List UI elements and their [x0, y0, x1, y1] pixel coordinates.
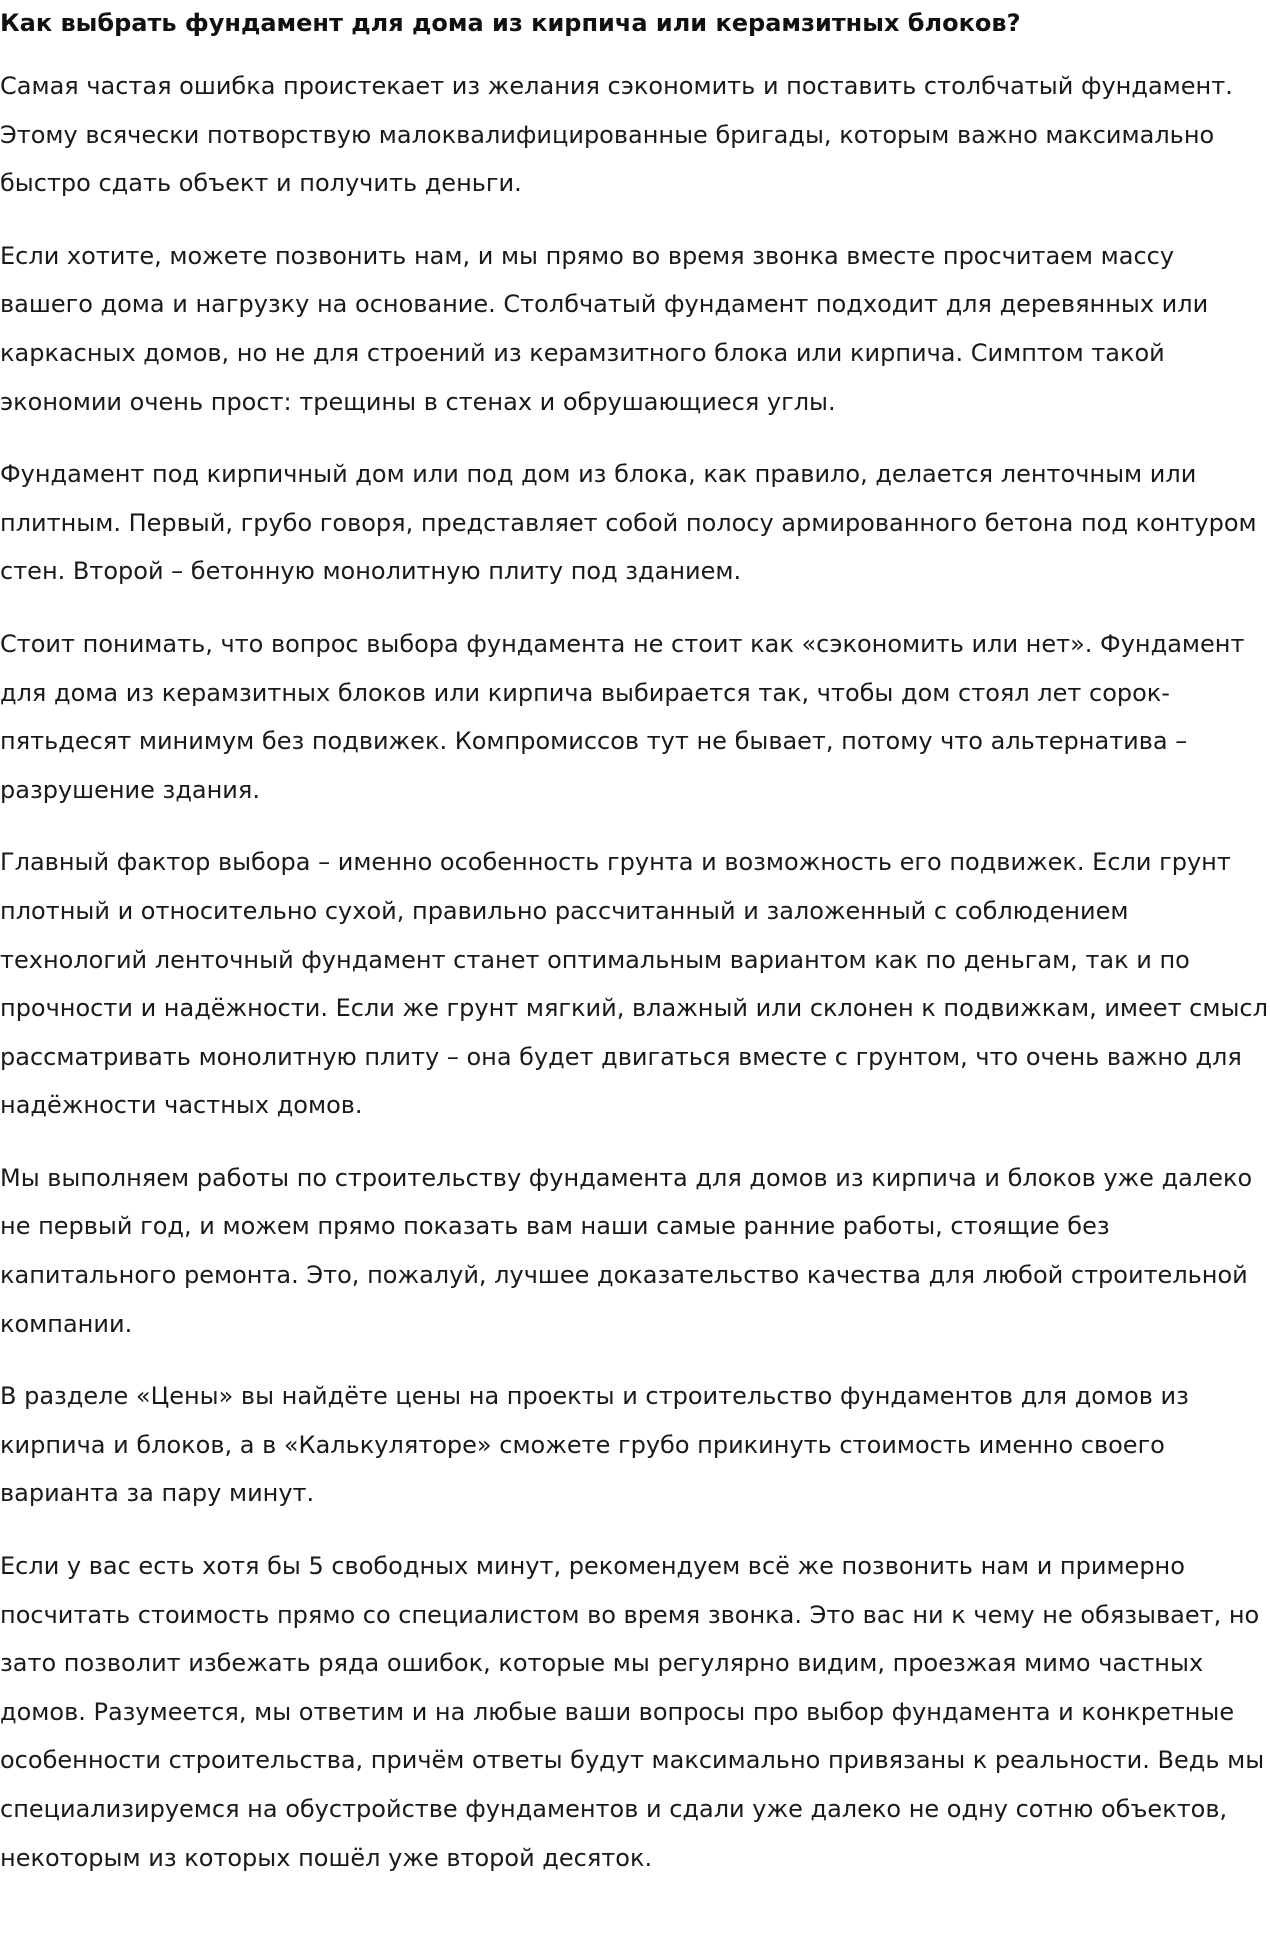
paragraph-3: Фундамент под кирпичный дом или под дом из блока, как правило, делается ленточным или плитным. Первый, грубо говоря, представляет собой полосу армированного бетона под контуром стен. Второй – бетонную монолитную плиту под зданием.: [0, 460, 1257, 586]
paragraph-8: Если у вас есть хотя бы 5 свободных минут, рекомендуем всё же позвонить нам и примерно посчитать стоимость прямо со специалистом во время звонка. Это вас ни к чему не обязывает, но зато позволит избежать ряда ошибок, которые мы регулярно видим, проезжая мимо частных домов. Разумеется, мы ответим и на любые ваши вопросы про выбор фундамента и конкретные особенности строительства, причём ответы будут максимально привязаны к реальности. Ведь мы специализируемся на обустройстве фундаментов и сдали уже далеко не одну сотню объектов, некоторым из которых пошёл уже второй десяток.: [0, 1552, 1265, 1872]
paragraph-4: Стоит понимать, что вопрос выбора фундамента не стоит как «сэкономить или нет». Фундамент для дома из керамзитных блоков или кирпича выбирается так, чтобы дом стоял лет сорок-пятьдесят минимум без подвижек. Компромиссов тут не бывает, потому что альтернатива – разрушение здания.: [0, 629, 1245, 804]
paragraph-7: В разделе «Цены» вы найдёте цены на проекты и строительство фундаментов для домов из кирпича и блоков, а в «Калькуляторе» сможете грубо прикинуть стоимость именно своего варианта за пару минут.: [0, 1382, 1189, 1508]
paragraph-6: Мы выполняем работы по строительству фундамента для домов из кирпича и блоков уже далеко не первый год, и можем прямо показать вам наши самые ранние работы, стоящие без капитального ремонта. Это, пожалуй, лучшее доказательство качества для любой строительной компании.: [0, 1163, 1253, 1338]
paragraph-2: Если хотите, можете позвонить нам, и мы прямо во время звонка вместе просчитаем массу вашего дома и нагрузку на основание. Столбчатый фундамент подходит для деревянных или каркасных домов, но не для строений из керамзитного блока или кирпича. Симптом такой экономии очень прост: трещины в стенах и обрушающиеся углы.: [0, 241, 1209, 416]
paragraph-1: Самая частая ошибка проистекает из желания сэкономить и поставить столбчатый фундамент. Этому всячески потворствую малоквалифицированные бригады, которым важно максимально быстро сдать объект и получить деньги.: [0, 72, 1233, 198]
article-title: Как выбрать фундамент для дома из кирпича или керамзитных блоков?: [0, 9, 1021, 37]
article-body: [0, 62, 1270, 1882]
paragraph-5: Главный фактор выбора – именно особенность грунта и возможность его подвижек. Если грунт плотный и относительно сухой, правильно рассчитанный и заложенный с соблюдением технологий ленточный фундамент станет оптимальным вариантом как по деньгам, так и по прочности и надёжности. Если же грунт мягкий, влажный или склонен к подвижкам, имеет смысл рассматривать монолитную плиту – она будет двигаться вместе с грунтом, что очень важно для надёжности частных домов.: [0, 848, 1268, 1120]
